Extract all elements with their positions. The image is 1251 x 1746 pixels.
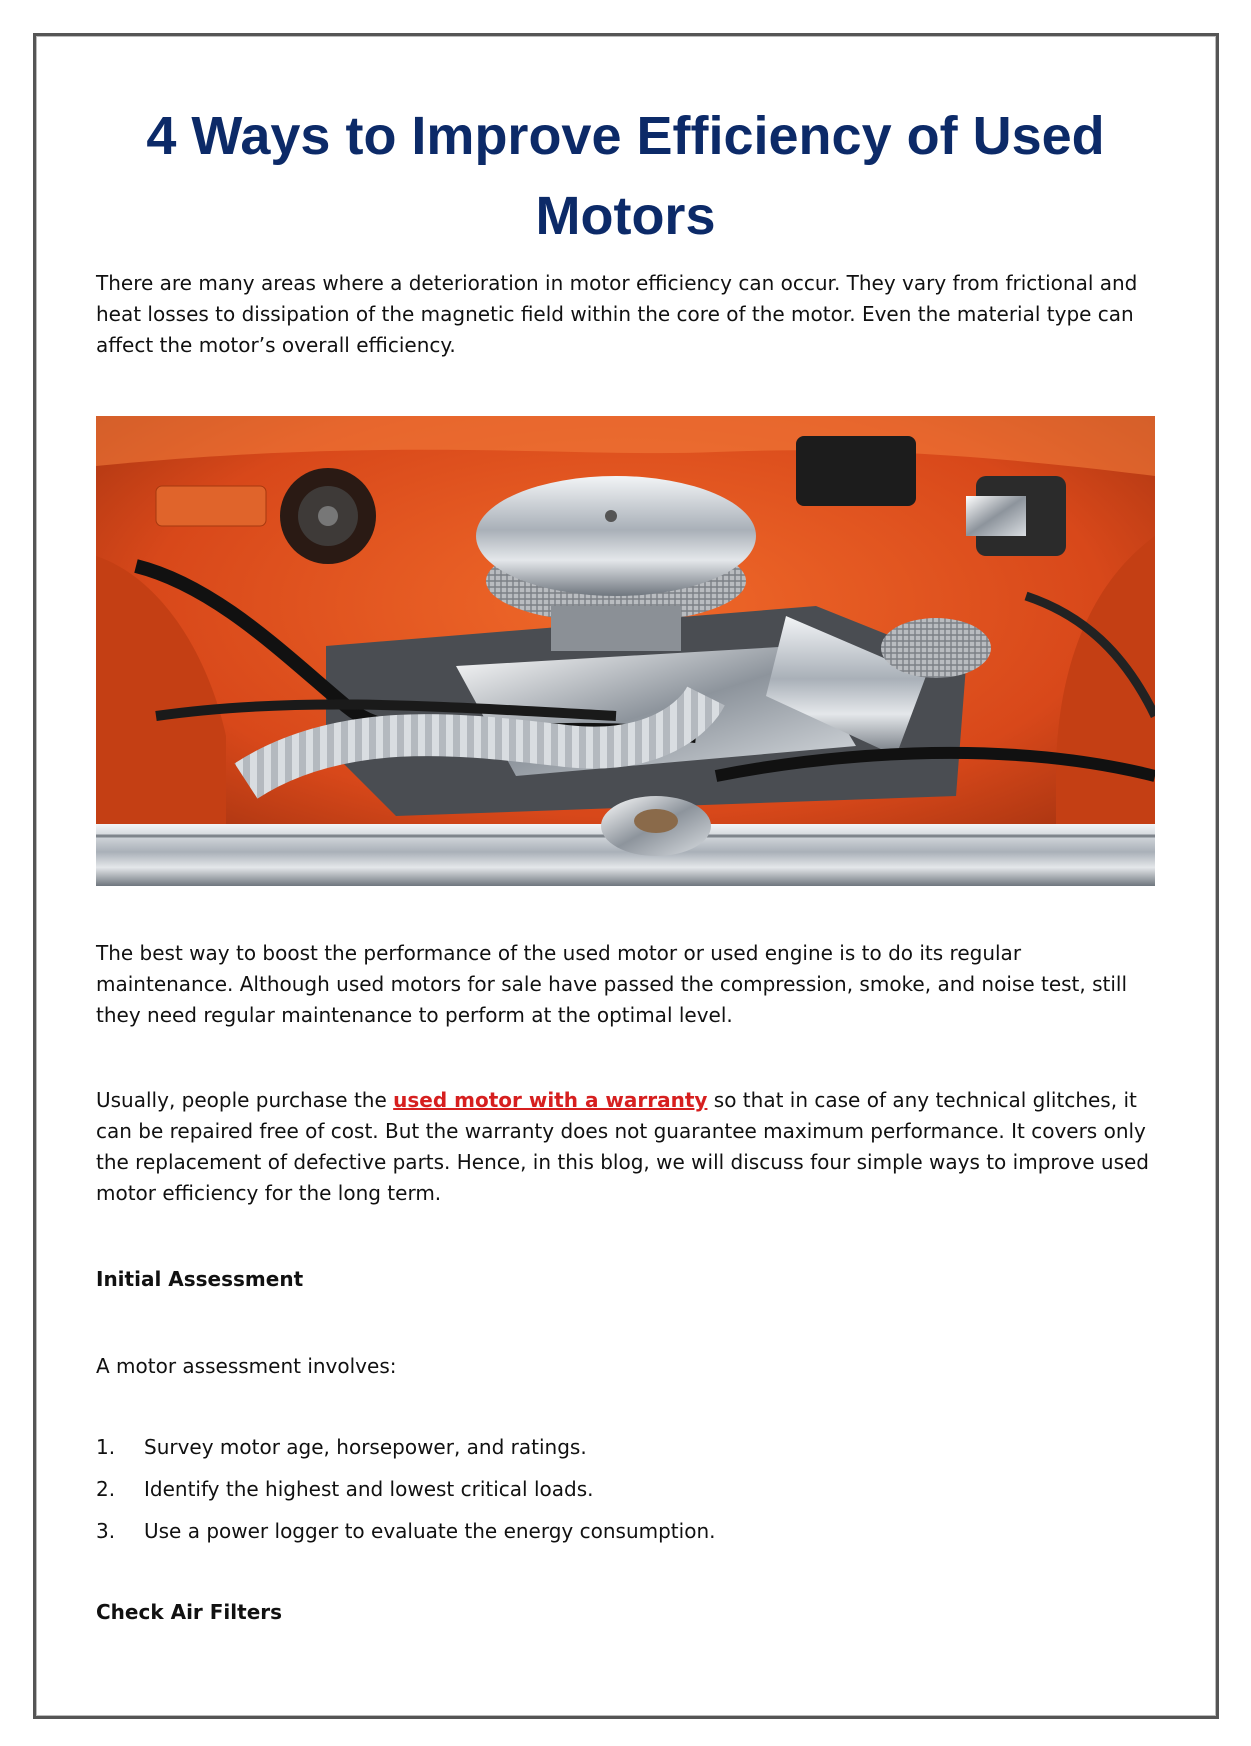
engine-photo xyxy=(96,416,1155,886)
used-motor-warranty-link[interactable]: used motor with a warranty xyxy=(393,1088,708,1112)
list-item xyxy=(96,1474,715,1516)
list-item-number: 2. xyxy=(96,1477,116,1501)
page-title: 4 Ways to Improve Efficiency of Used Motors xyxy=(146,106,1105,246)
list-item-number: 3. xyxy=(96,1519,116,1543)
maintenance-paragraph: The best way to boost the performance of the used motor or used engine is to do its regular maintenance. Although used motors for sale have passed the compression, smoke, and noise test, still they need regular maintenance to perform at the optimal level. xyxy=(96,941,1128,1027)
assessment-list xyxy=(96,1432,715,1558)
list-item-text: Use a power logger to evaluate the energy consumption. xyxy=(144,1519,716,1543)
list-item xyxy=(96,1516,715,1558)
intro-paragraph: There are many areas where a deterioration in motor efficiency can occur. They vary from frictional and heat losses to dissipation of the magnetic field within the core of the motor. Even the material type can affect the motor’s overall efficiency. xyxy=(96,271,1138,357)
warranty-text-before: Usually, people purchase the xyxy=(96,1088,394,1112)
assessment-lead: A motor assessment involves: xyxy=(96,1354,397,1378)
check-air-filters-heading: Check Air Filters xyxy=(96,1600,283,1624)
list-item-number: 1. xyxy=(96,1435,116,1459)
list-item xyxy=(96,1432,715,1474)
list-item-text: Survey motor age, horsepower, and ratings. xyxy=(144,1435,587,1459)
initial-assessment-heading: Initial Assessment xyxy=(96,1267,304,1291)
list-item-text: Identify the highest and lowest critical loads. xyxy=(144,1477,594,1501)
warranty-paragraph xyxy=(96,1085,1156,1209)
warranty-text-after: so that in case of any technical glitches, it can be repaired free of cost. But the warranty does not guarantee maximum performance. It covers only the replacement of defective parts. Hence, in this blog, we will discuss four simple ways to improve used motor efficiency for the long term. xyxy=(96,1088,1149,1205)
